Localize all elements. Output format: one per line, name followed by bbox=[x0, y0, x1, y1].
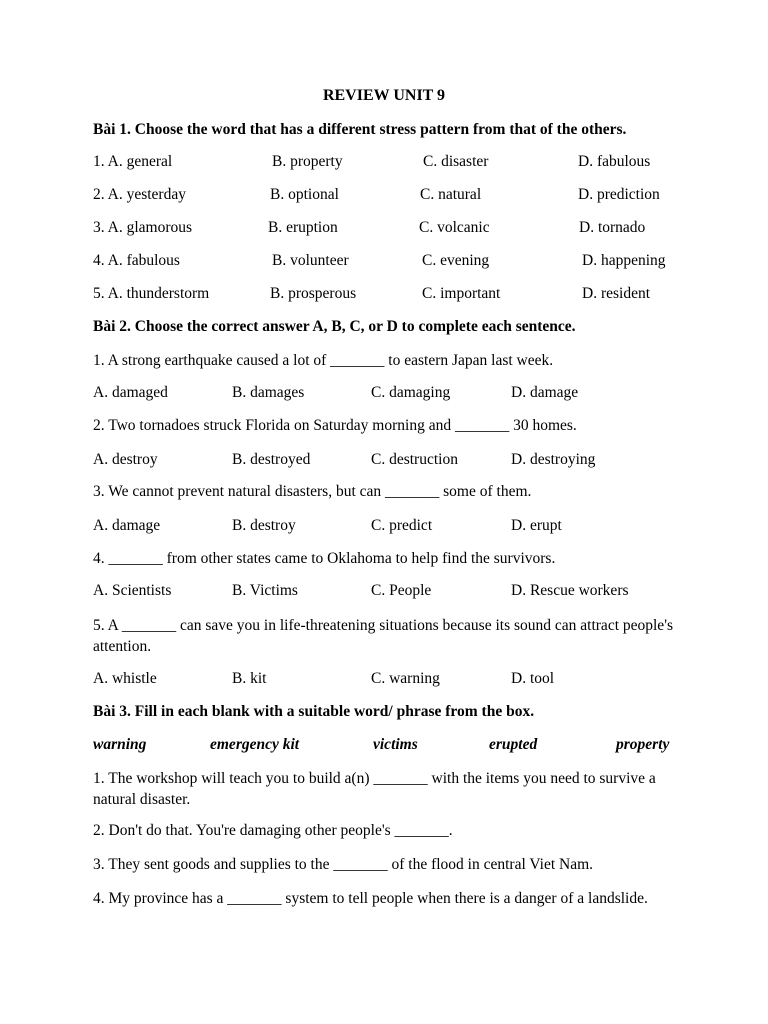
option-b: B. eruption bbox=[268, 219, 338, 236]
word-box-item: victims bbox=[373, 736, 418, 753]
option-b: B. destroyed bbox=[232, 451, 311, 468]
option-a: A. damage bbox=[93, 517, 161, 534]
question-text: 4. My province has a _______ system to tell people when there is a danger of a landslide. bbox=[93, 890, 648, 907]
question-text: 3. We cannot prevent natural disasters, but can _______ some of them. bbox=[93, 483, 532, 500]
option-a: 5. A. thunderstorm bbox=[93, 285, 210, 302]
option-c: C. damaging bbox=[371, 384, 451, 401]
question-text: 4. _______ from other states came to Oklahoma to help find the survivors. bbox=[93, 550, 556, 567]
option-b: B. optional bbox=[270, 186, 339, 203]
option-a: 4. A. fabulous bbox=[93, 252, 180, 269]
option-a: A. Scientists bbox=[93, 582, 172, 599]
option-b: B. damages bbox=[232, 384, 305, 401]
option-d: D. damage bbox=[511, 384, 579, 401]
exercise-2-heading: Bài 2. Choose the correct answer A, B, C, or D to complete each sentence. bbox=[93, 318, 576, 335]
option-c: C. destruction bbox=[371, 451, 458, 468]
option-b: B. Victims bbox=[232, 582, 298, 599]
option-a: A. destroy bbox=[93, 451, 158, 468]
word-box-item: property bbox=[616, 736, 670, 753]
option-a: 2. A. yesterday bbox=[93, 186, 186, 203]
option-b: B. property bbox=[272, 153, 343, 170]
option-a: 3. A. glamorous bbox=[93, 219, 193, 236]
option-d: D. fabulous bbox=[578, 153, 651, 170]
option-a: 1. A. general bbox=[93, 153, 173, 170]
option-d: D. destroying bbox=[511, 451, 596, 468]
option-d: D. resident bbox=[582, 285, 651, 302]
question-text: 5. A _______ can save you in life-threatening situations because its sound can attract people's attention. bbox=[93, 617, 674, 655]
option-b: B. destroy bbox=[232, 517, 296, 534]
exercise-3-heading: Bài 3. Fill in each blank with a suitable word/ phrase from the box. bbox=[93, 703, 535, 720]
question-text: 2. Two tornadoes struck Florida on Saturday morning and _______ 30 homes. bbox=[93, 417, 577, 434]
option-c: C. evening bbox=[422, 252, 490, 269]
question-text: 1. A strong earthquake caused a lot of _______ to eastern Japan last week. bbox=[93, 352, 554, 369]
option-a: A. damaged bbox=[93, 384, 168, 401]
option-c: C. People bbox=[371, 582, 432, 599]
option-c: C. predict bbox=[371, 517, 433, 534]
question-text: 1. The workshop will teach you to build a(n) _______ with the items you need to survive a natural disaster. bbox=[93, 770, 656, 808]
option-c: C. important bbox=[422, 285, 501, 302]
option-d: D. happening bbox=[582, 252, 666, 269]
option-a: A. whistle bbox=[93, 670, 157, 687]
option-b: B. prosperous bbox=[270, 285, 357, 302]
option-c: C. volcanic bbox=[419, 219, 490, 236]
option-b: B. volunteer bbox=[272, 252, 349, 269]
option-d: D. tool bbox=[511, 670, 555, 687]
option-b: B. kit bbox=[232, 670, 267, 687]
option-c: C. natural bbox=[420, 186, 482, 203]
exercise-1-heading: Bài 1. Choose the word that has a different stress pattern from that of the others. bbox=[93, 121, 627, 138]
page-title: REVIEW UNIT 9 bbox=[322, 87, 446, 104]
option-c: C. warning bbox=[371, 670, 440, 687]
question-text: 3. They sent goods and supplies to the _______ of the flood in central Viet Nam. bbox=[93, 856, 594, 873]
option-d: D. prediction bbox=[578, 186, 660, 203]
option-d: D. tornado bbox=[579, 219, 646, 236]
option-d: D. Rescue workers bbox=[511, 582, 629, 599]
word-box-item: emergency kit bbox=[210, 736, 300, 753]
option-c: C. disaster bbox=[423, 153, 489, 170]
question-text: 2. Don't do that. You're damaging other people's _______. bbox=[93, 822, 453, 839]
word-box-item: erupted bbox=[489, 736, 538, 753]
word-box-item: warning bbox=[93, 736, 147, 753]
option-d: D. erupt bbox=[511, 517, 562, 534]
